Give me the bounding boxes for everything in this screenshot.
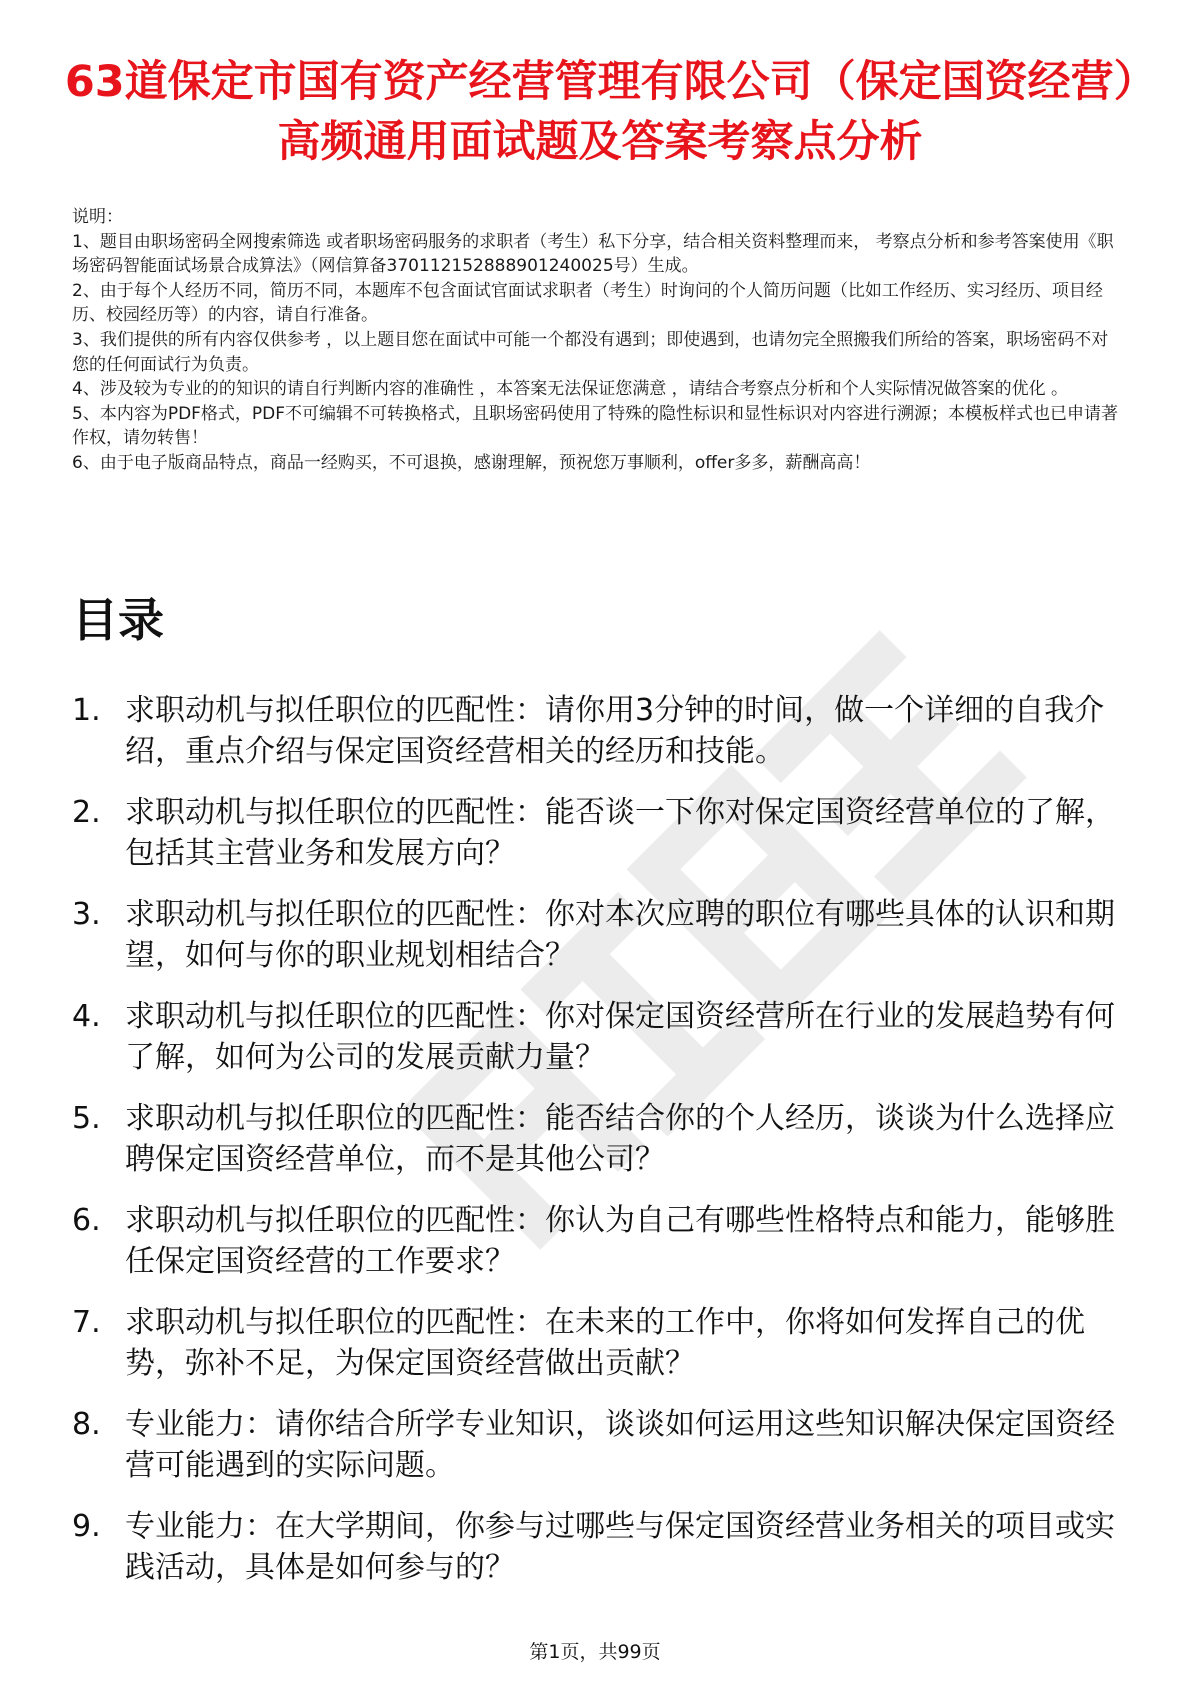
toc-item-text: 专业能力：请你结合所学专业知识，谈谈如何运用这些知识解决保定国资经营可能遇到的实际问题。: [125, 1407, 1115, 1483]
toc-item-text: 求职动机与拟任职位的匹配性：请你用3分钟的时间，做一个详细的自我介绍，重点介绍与保定国资经营相关的经历和技能。: [125, 693, 1105, 769]
toc-item-number: 8.: [72, 1407, 101, 1442]
toc-item-text: 专业能力：在大学期间，你参与过哪些与保定国资经营业务相关的项目或实践活动，具体是如何参与的？: [125, 1509, 1115, 1585]
toc-item-text: 求职动机与拟任职位的匹配性：你对本次应聘的职位有哪些具体的认识和期望，如何与你的职业规划相结合？: [125, 897, 1115, 973]
toc-item[interactable]: [72, 894, 1132, 976]
notes-section: [72, 205, 1122, 476]
toc-item[interactable]: [72, 1506, 1132, 1588]
toc-item-text: 求职动机与拟任职位的匹配性：能否结合你的个人经历，谈谈为什么选择应聘保定国资经营单位，而不是其他公司？: [125, 1101, 1115, 1177]
note-item: 2、由于每个人经历不同，简历不同，本题库不包含面试官面试求职者（考生）时询问的个人简历问题（比如工作经历、实习经历、项目经历、校园经历等）的内容，请自行准备。: [72, 280, 1103, 326]
toc-item-number: 1.: [72, 693, 101, 728]
toc-item[interactable]: [72, 996, 1132, 1078]
toc-item-number: 3.: [72, 897, 101, 932]
toc-item-text: 求职动机与拟任职位的匹配性：你对保定国资经营所在行业的发展趋势有何了解，如何为公司的发展贡献力量？: [125, 999, 1115, 1075]
note-item: 1、题目由职场密码全网搜索筛选 或者职场密码服务的求职者（考生）私下分享，结合相关资料整理而来， 考察点分析和参考答案使用《职场密码智能面试场景合成算法》（网信算备370112152888901240025号）生成。: [72, 231, 1114, 277]
toc-heading: 目录: [72, 593, 164, 647]
toc-item[interactable]: [72, 1302, 1132, 1384]
note-item: 3、我们提供的所有内容仅供参考 ，以上题目您在面试中可能一个都没有遇到；即使遇到，也请勿完全照搬我们所给的答案，职场密码不对您的任何面试行为负责。: [72, 329, 1109, 375]
toc-item-text: 求职动机与拟任职位的匹配性：能否谈一下你对保定国资经营单位的了解，包括其主营业务和发展方向？: [125, 795, 1115, 871]
toc-list: [72, 690, 1132, 1608]
toc-item[interactable]: [72, 1098, 1132, 1180]
toc-item-number: 4.: [72, 999, 101, 1034]
note-item: 5、本内容为PDF格式，PDF不可编辑不可转换格式，且职场密码使用了特殊的隐性标识和显性标识对内容进行溯源；本模板样式也已申请著作权，请勿转售！: [72, 403, 1119, 449]
toc-item-number: 7.: [72, 1305, 101, 1340]
note-item: 4、涉及较为专业的的知识的请自行判断内容的准确性 ，本答案无法保证您满意 ，请结合考察点分析和个人实际情况做答案的优化 。: [72, 379, 1069, 400]
toc-item-text: 求职动机与拟任职位的匹配性：你认为自己有哪些性格特点和能力，能够胜任保定国资经营的工作要求？: [125, 1203, 1115, 1279]
toc-item[interactable]: [72, 690, 1132, 772]
page-footer: 第1页，共99页: [529, 1641, 661, 1663]
toc-item-number: 5.: [72, 1101, 101, 1136]
toc-item[interactable]: [72, 1200, 1132, 1282]
toc-item[interactable]: [72, 1404, 1132, 1486]
note-item: 6、由于电子版商品特点，商品一经购买，不可退换，感谢理解，预祝您万事顺利，offer多多，薪酬高高！: [72, 452, 871, 473]
toc-item-number: 2.: [72, 795, 101, 830]
notes-heading: 说明：: [72, 207, 123, 227]
toc-item-number: 6.: [72, 1203, 101, 1238]
toc-item-number: 9.: [72, 1509, 101, 1544]
toc-item-text: 求职动机与拟任职位的匹配性：在未来的工作中，你将如何发挥自己的优势，弥补不足，为保定国资经营做出贡献？: [125, 1305, 1085, 1381]
document-title: 63道保定市国有资产经营管理有限公司（保定国资经营）高频通用面试题及答案考察点分析: [64, 57, 1136, 167]
toc-item[interactable]: [72, 792, 1132, 874]
